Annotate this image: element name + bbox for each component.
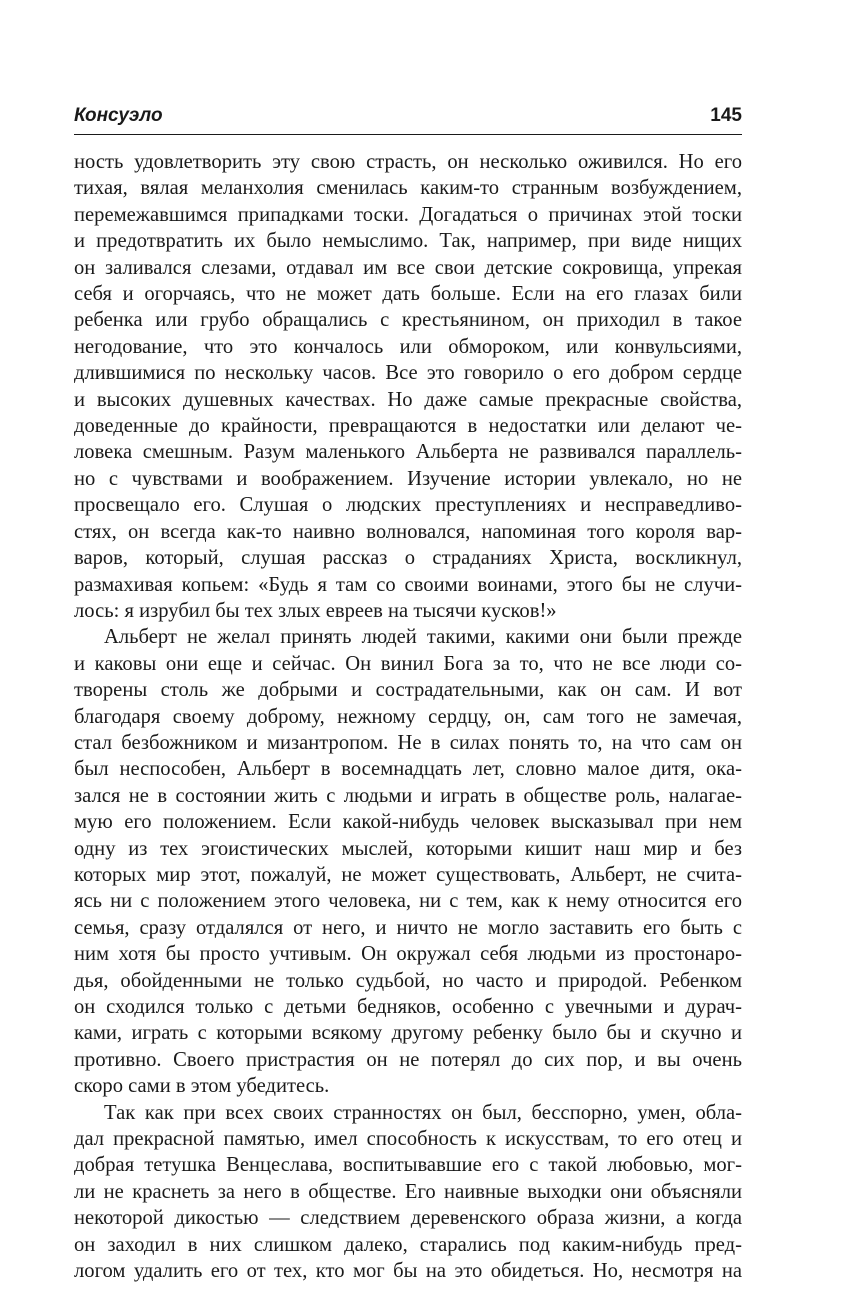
running-title: Консуэло (74, 105, 163, 126)
text-line: зался не в состоянии жить с людьми и играть в обществе роль, налагае- (74, 784, 742, 807)
text-line: благодаря своему доброму, нежному сердцу, он, сам того не замечая, (74, 705, 742, 728)
running-header (74, 104, 742, 135)
text-line: и каковы они еще и сейчас. Он винил Бога за то, что не все люди со- (74, 652, 742, 675)
text-line: дья, обойденными не только судьбой, но часто и природой. Ребенком (74, 969, 742, 992)
text-line: логом удалить его от тех, кто мог бы на это обидеться. Но, несмотря на (74, 1260, 742, 1283)
text-line: ним хотя бы просто учтивым. Он окружал себя людьми из простонаро- (74, 943, 742, 966)
text-line: просвещало его. Слушая о людских преступлениях и несправедливо- (74, 494, 742, 517)
text-line: добрая тетушка Венцеслава, воспитывавшие его с такой любовью, мог- (74, 1154, 742, 1177)
text-line: доведенные до крайности, превращаются в недостатки или делают че- (74, 415, 742, 438)
text-line: размахивая копьем: «Будь я там со своими воинами, этого бы не случи- (74, 573, 742, 596)
text-line: но с чувствами и воображением. Изучение истории увлекало, но не (74, 467, 742, 490)
text-line: скоро сами в этом убедитесь. (74, 1075, 330, 1098)
text-line: негодование, что это кончалось или обмороком, или конвульсиями, (74, 335, 742, 358)
text-line: стях, он всегда как-то наивно волновался, напоминая того короля вар- (74, 520, 742, 543)
text-line: семья, сразу отдалялся от него, и ничто не могло заставить его быть с (74, 916, 742, 939)
text-line: стал безбожником и мизантропом. Не в силах понять то, на что сам он (74, 731, 742, 754)
text-line: перемежавшимся припадками тоски. Догадаться о причинах этой тоски (74, 203, 742, 226)
text-line: и предотвратить их было немыслимо. Так, например, при виде нищих (74, 230, 742, 253)
text-line: дал прекрасной памятью, имел способность к искусствам, то его отец и (74, 1128, 742, 1151)
text-line: ками, играть с которыми всякому другому ребенку было бы и скучно и (74, 1022, 742, 1045)
text-line: ли не краснеть за него в обществе. Его наивные выходки они объясняли (74, 1180, 742, 1203)
text-line: тихая, вялая меланхолия сменилась каким-то странным возбуждением, (74, 177, 742, 200)
book-page (74, 104, 742, 1284)
text-line: варов, который, слушая рассказ о страданиях Христа, воскликнул, (74, 547, 742, 570)
paragraph (74, 624, 742, 1099)
text-line: лось: я изрубил бы тех злых евреев на тысячи кусков!» (74, 599, 557, 622)
text-line: длившимися по нескольку часов. Все это говорило о его добром сердце (74, 362, 742, 385)
text-line: противно. Своего пристрастия он не потерял до сих пор, и вы очень (74, 1048, 742, 1071)
text-line: некоторой дикостью — следствием деревенского образа жизни, а когда (74, 1207, 742, 1230)
text-line: одну из тех эгоистических мыслей, которыми кишит наш мир и без (74, 837, 742, 860)
text-line: ность удовлетворить эту свою страсть, он несколько оживился. Но его (74, 151, 742, 173)
text-line: он заливался слезами, отдавал им все свои детские сокровища, упрекая (74, 256, 742, 279)
text-line: которых мир этот, пожалуй, не может существовать, Альберт, не счита- (74, 863, 742, 886)
text-line: он сходился только с детьми бедняков, особенно с увечными и дурач- (74, 996, 742, 1018)
text-line: Так как при всех своих странностях он был, бесспорно, умен, обла- (104, 1101, 742, 1124)
text-line: и высоких душевных качествах. Но даже самые прекрасные свойства, (74, 388, 742, 411)
body-text (74, 149, 742, 1284)
paragraph (74, 1100, 742, 1285)
text-line: себя и огорчаясь, что не может дать больше. Если на его глазах били (74, 283, 742, 306)
text-line: ребенка или грубо обращались с крестьянином, он приходил в такое (74, 309, 742, 332)
text-line: ясь ни с положением этого человека, ни с тем, как к нему относится его (74, 890, 742, 913)
text-line: был неспособен, Альберт в восемнадцать лет, словно малое дитя, ока- (74, 758, 742, 781)
text-line: ловека смешным. Разум маленького Альберта не развивался параллель- (74, 441, 742, 464)
text-line: мую его положением. Если какой-нибудь человек высказывал при нем (74, 811, 742, 834)
text-line: он заходил в них слишком далеко, старались под каким-нибудь пред- (74, 1233, 742, 1256)
page-number: 145 (710, 105, 742, 126)
paragraph (74, 149, 742, 624)
text-line: творены столь же добрыми и сострадательными, как он сам. И вот (74, 679, 742, 702)
text-line: Альберт не желал принять людей такими, какими они были прежде (104, 626, 742, 649)
